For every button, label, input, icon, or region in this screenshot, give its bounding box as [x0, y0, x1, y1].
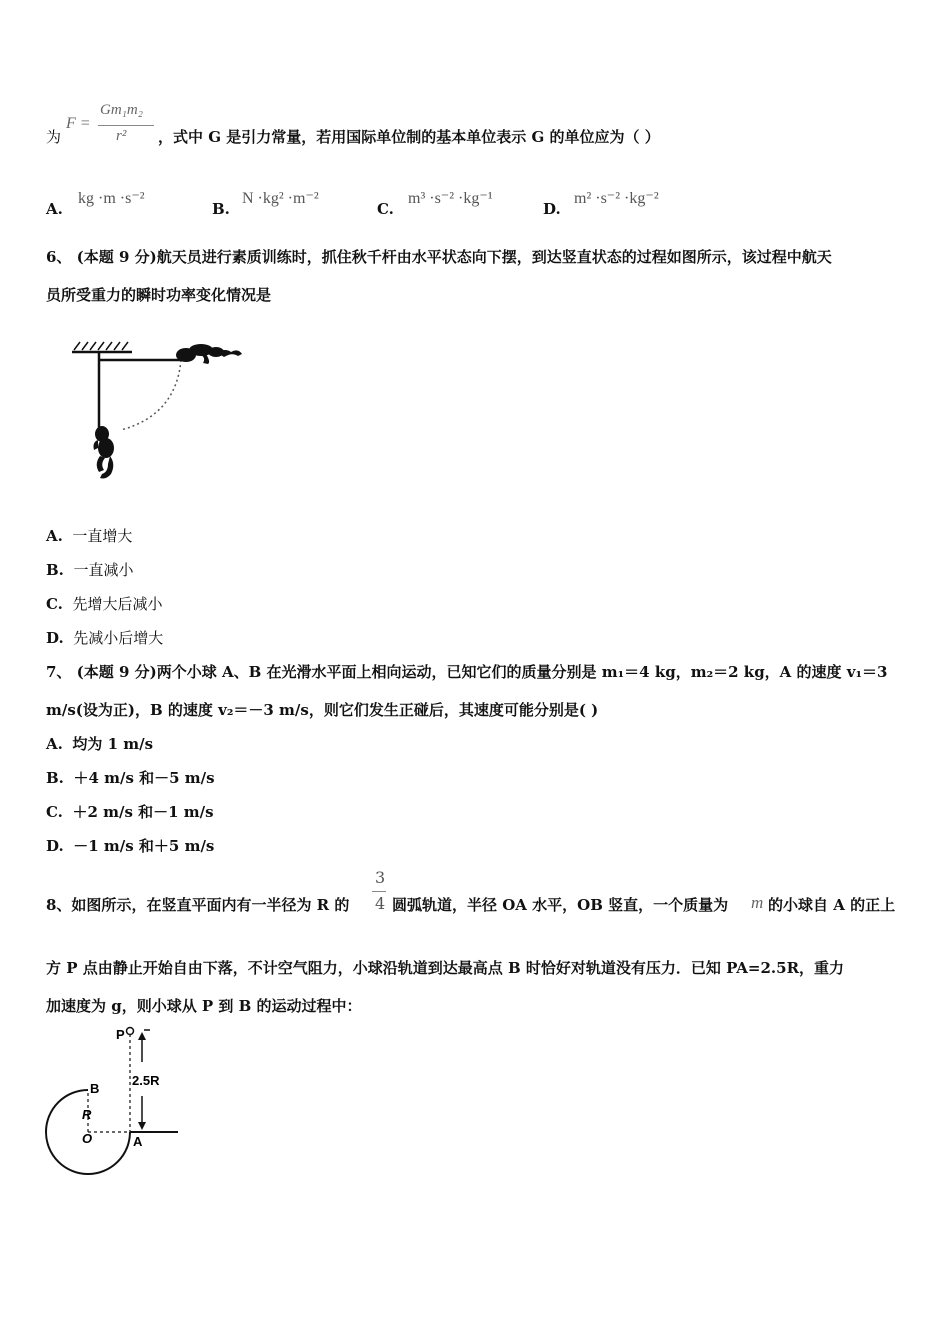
- q5-option-c-label: C.: [377, 200, 394, 218]
- q8-stem-line1-part2: 圆弧轨道，半径 OA 水平，OB 竖直，一个质量为: [392, 896, 729, 914]
- astronaut-horizontal-figure: [176, 344, 242, 364]
- q5-option-b-value: N ·kg² ·m⁻²: [242, 190, 319, 207]
- q8-fraction-denominator: 4: [375, 894, 386, 913]
- q6-option-c-text: 先增大后减小: [72, 595, 163, 613]
- label-b: B: [90, 1081, 100, 1096]
- q5-formula-F: F =: [66, 115, 91, 132]
- label-height: 2.5R: [132, 1073, 160, 1088]
- q7-option-b-text: ＋4 m/s 和－5 m/s: [73, 769, 215, 787]
- q6-option-d-label: D.: [46, 629, 64, 647]
- swing-diagram: [66, 330, 246, 490]
- q6-option-d: [46, 627, 163, 648]
- q7-option-b: [46, 767, 215, 788]
- dimension-arrow-up-head: [138, 1032, 146, 1040]
- label-a: A: [133, 1134, 143, 1149]
- label-r: R: [82, 1107, 92, 1122]
- q6-option-a-label: A.: [46, 527, 63, 545]
- q6-option-a-text: 一直增大: [72, 527, 133, 545]
- q6-option-d-text: 先减小后增大: [73, 629, 164, 647]
- ceiling-hatch: [74, 342, 128, 350]
- q8-fraction-numerator: 3: [375, 868, 386, 887]
- q5-question-text: ，式中 G 是引力常量，若用国际单位制的基本单位表示 G 的单位应为（ ）: [158, 128, 660, 146]
- q5-formula-numerator: Gm₁m₂: [100, 102, 143, 118]
- q7-option-d: [46, 835, 214, 856]
- q5-formula-denominator: r²: [116, 128, 127, 144]
- dimension-arrow-down-head: [138, 1122, 146, 1130]
- q7-option-c: [46, 801, 214, 822]
- track-diagram: [44, 1022, 194, 1182]
- q6-stem-line2: 员所受重力的瞬时功率变化情况是: [46, 286, 272, 304]
- q7-option-c-text: ＋2 m/s 和－1 m/s: [72, 803, 214, 821]
- q6-option-b: [46, 559, 133, 580]
- q5-option-d-value: m² ·s⁻² ·kg⁻²: [574, 190, 659, 207]
- q7-stem-line1: 7、 (本题 9 分)两个小球 A、B 在光滑水平面上相向运动，已知它们的质量分别是 m₁＝4 kg，m₂＝2 kg，A 的速度 v₁＝3: [46, 663, 888, 681]
- q8-stem-line2: 方 P 点由静止开始自由下落，不计空气阻力，小球沿轨道到达最高点 B 时恰好对轨道没有压力．已知 PA=2.5R，重力: [46, 959, 845, 977]
- q7-option-d-label: D.: [46, 837, 64, 855]
- q5-option-c-value: m³ ·s⁻² ·kg⁻¹: [408, 190, 493, 207]
- q7-option-a-label: A.: [46, 735, 63, 753]
- q8-stem-line1-part3: 的小球自 A 的正上: [768, 896, 896, 914]
- q7-stem-line2: m/s(设为正)，B 的速度 v₂＝－3 m/s，则它们发生正碰后，其速度可能分别是( ): [46, 701, 599, 719]
- q7-option-c-label: C.: [46, 803, 63, 821]
- q8-fraction-bar: [372, 891, 386, 892]
- label-p: P: [116, 1027, 125, 1042]
- q5-prefix: 为: [46, 128, 62, 146]
- q6-option-c-label: C.: [46, 595, 63, 613]
- ball-p: [127, 1028, 134, 1035]
- q7-option-a: [46, 733, 153, 754]
- swing-path-arc: [121, 360, 181, 430]
- q6-option-b-label: B.: [46, 561, 64, 579]
- q5-fraction-bar: [98, 125, 154, 126]
- q5-option-a-label: A.: [46, 200, 63, 218]
- q7-option-b-label: B.: [46, 769, 64, 787]
- q6-option-c: [46, 593, 162, 614]
- q7-option-a-text: 均为 1 m/s: [72, 735, 154, 753]
- q6-stem-line1: 6、 (本题 9 分)航天员进行素质训练时，抓住秋千杆由水平状态向下摆，到达竖直状态的过程如图所示，该过程中航天: [46, 248, 832, 266]
- q8-mass-symbol: m: [751, 893, 764, 912]
- q5-option-b-label: B.: [212, 200, 230, 218]
- label-o: O: [82, 1131, 93, 1146]
- q6-option-b-text: 一直减小: [73, 561, 134, 579]
- astronaut-vertical-figure: [94, 426, 115, 479]
- q6-option-a: [46, 525, 132, 546]
- q7-option-d-text: －1 m/s 和＋5 m/s: [73, 837, 215, 855]
- q8-stem-line1-part1: 8、如图所示，在竖直平面内有一半径为 R 的: [46, 896, 350, 914]
- q8-stem-line3: 加速度为 g，则小球从 P 到 B 的运动过程中：: [46, 997, 362, 1015]
- q5-option-a-value: kg ·m ·s⁻²: [78, 190, 145, 207]
- q5-option-d-label: D.: [543, 200, 561, 218]
